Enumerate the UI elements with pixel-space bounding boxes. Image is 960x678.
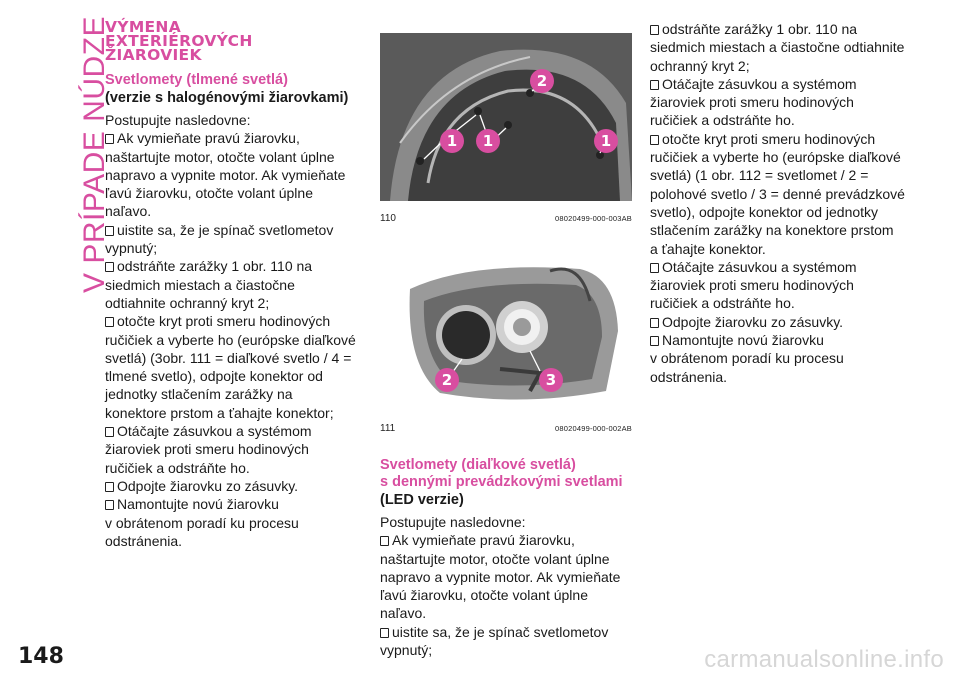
step-item <box>105 495 357 513</box>
step-text: Odpojte žiarovku zo zásuvky. <box>662 313 844 330</box>
checkbox-bullet-icon <box>650 25 659 35</box>
chapter-side-tab <box>44 16 111 303</box>
checkbox-bullet-icon <box>650 263 659 273</box>
outro-text: v obrátenom poradí ku procesu odstránenia. <box>105 514 299 549</box>
step-text: Otáčajte zásuvkou a systémom žiaroviek proti smeru hodinových ručičiek a odstráňte ho. <box>650 75 857 129</box>
chapter-side-tab-label: V PRÍPADE NÚDZE <box>78 16 111 293</box>
outro-text: v obrátenom poradí ku procesu odstránenia. <box>650 350 844 385</box>
checkbox-bullet-icon <box>105 262 114 272</box>
led-section <box>380 457 632 659</box>
section-title <box>105 20 357 62</box>
subheading-black: (verzie s halogénovými žiarovkami) <box>105 90 349 106</box>
callout-marker: 2 <box>530 69 554 93</box>
step-text: Namontujte novú žiarovku <box>662 332 824 349</box>
step-text: odstráňte zarážky 1 obr. 110 na siedmich miestach a čiastočne odtiahnite ochranný kryt 2; <box>105 258 313 311</box>
column-middle <box>380 0 632 659</box>
step-text: Namontujte novú žiarovku <box>117 496 279 513</box>
figure-110 <box>380 33 632 231</box>
figure-code: 08020499-000-003AB <box>555 214 632 223</box>
step-item <box>105 422 357 477</box>
step-item <box>650 258 905 313</box>
column-right <box>650 20 905 386</box>
section-title-line: VÝMENA <box>105 18 182 36</box>
step-text: odstráňte zarážky 1 obr. 110 na siedmich miestach a čiastočne odtiahnite ochranný kryt 2; <box>650 21 905 74</box>
step-item <box>105 221 357 258</box>
checkbox-bullet-icon <box>650 336 659 346</box>
figure-number: 111 <box>380 423 396 434</box>
step-text: Otáčajte zásuvkou a systémom žiaroviek proti smeru hodinových ručičiek a odstráňte ho. <box>105 423 312 476</box>
callout-marker: 1 <box>594 129 618 153</box>
subheading-pink: Svetlomety (diaľkové svetlá) <box>380 457 576 473</box>
section-title-line: EXTERIÉROVÝCH <box>105 32 253 50</box>
step-text: uistite sa, že je spínač svetlometov vypnutý; <box>380 623 609 659</box>
step-text: Ak vymieňate pravú žiarovku, naštartujte motor, otočte volant úplne napravo a vypnite motor. Ak vymieňate ľavú žiarovku, otočte volant úplne naľavo. <box>380 532 621 622</box>
checkbox-bullet-icon <box>650 135 659 145</box>
callout-marker: 1 <box>440 129 464 153</box>
figure-code: 08020499-000-002AB <box>555 424 632 433</box>
step-text: Otáčajte zásuvkou a systémom žiaroviek proti smeru hodinových ručičiek a odstráňte ho. <box>650 258 857 312</box>
checkbox-bullet-icon <box>380 536 389 546</box>
checkbox-bullet-icon <box>105 482 114 492</box>
checkbox-bullet-icon <box>380 628 389 638</box>
wheel-arch-illustration <box>380 33 632 201</box>
step-item <box>105 257 357 312</box>
intro-text: Postupujte nasledovne: <box>105 112 251 128</box>
step-text: uistite sa, že je spínač svetlometov vypnutý; <box>105 221 334 257</box>
step-item <box>650 75 905 130</box>
step-item <box>650 313 905 331</box>
step-item <box>105 477 357 495</box>
checkbox-bullet-icon <box>105 317 114 327</box>
figure-number: 110 <box>380 213 396 224</box>
headlamp-rear-illustration <box>380 241 632 411</box>
checkbox-bullet-icon <box>105 500 114 510</box>
figure-111 <box>380 241 632 441</box>
callout-marker: 1 <box>476 129 500 153</box>
step-item <box>650 130 905 258</box>
checkbox-bullet-icon <box>105 134 114 144</box>
step-item <box>105 129 357 220</box>
step-item <box>105 312 357 422</box>
figure-caption <box>380 411 632 441</box>
step-item <box>650 20 905 75</box>
step-text: otočte kryt proti smeru hodinových ručičiek a vyberte ho (európske diaľkové svetlá) (1 obr. 112 = svetlomet / 2 = polohové svetlo / 3 = denné prevádzkové svetlo), odpojte konektor od jednotky stlačením zarážky na konektore prstom a ťahajte konektor. <box>650 130 905 257</box>
watermark: carmanualsonline.info <box>704 646 944 673</box>
step-item <box>650 331 905 349</box>
page-number: 148 <box>18 644 64 669</box>
column-left <box>105 20 357 550</box>
subheading-pink: Svetlomety (tlmené svetlá) <box>105 72 288 88</box>
checkbox-bullet-icon <box>105 226 114 236</box>
step-item <box>380 623 632 660</box>
callout-marker: 3 <box>539 368 563 392</box>
callout-marker: 2 <box>435 368 459 392</box>
step-item <box>380 531 632 622</box>
section-title-line: ŽIAROVIEK <box>105 46 202 64</box>
step-text: Odpojte žiarovku zo zásuvky. <box>117 477 299 494</box>
checkbox-bullet-icon <box>105 427 114 437</box>
figure-caption <box>380 201 632 231</box>
step-text: otočte kryt proti smeru hodinových ručičiek a vyberte ho (európske diaľkové svetlá) (3obr. 111 = diaľkové svetlo / 4 = tlmené svetlo), odpojte konektor od jednotky stlačením zarážky na konektore prstom a ťahajte konektor; <box>105 313 356 421</box>
intro-text: Postupujte nasledovne: <box>380 514 526 530</box>
checkbox-bullet-icon <box>650 80 659 90</box>
checkbox-bullet-icon <box>650 318 659 328</box>
subheading-pink: s dennými prevádzkovými svetlami <box>380 474 623 490</box>
subheading-black: (LED verzie) <box>380 492 464 508</box>
step-text: Ak vymieňate pravú žiarovku, naštartujte motor, otočte volant úplne napravo a vypnite motor. Ak vymieňate ľavú žiarovku, otočte volant úplne naľavo. <box>105 130 346 220</box>
